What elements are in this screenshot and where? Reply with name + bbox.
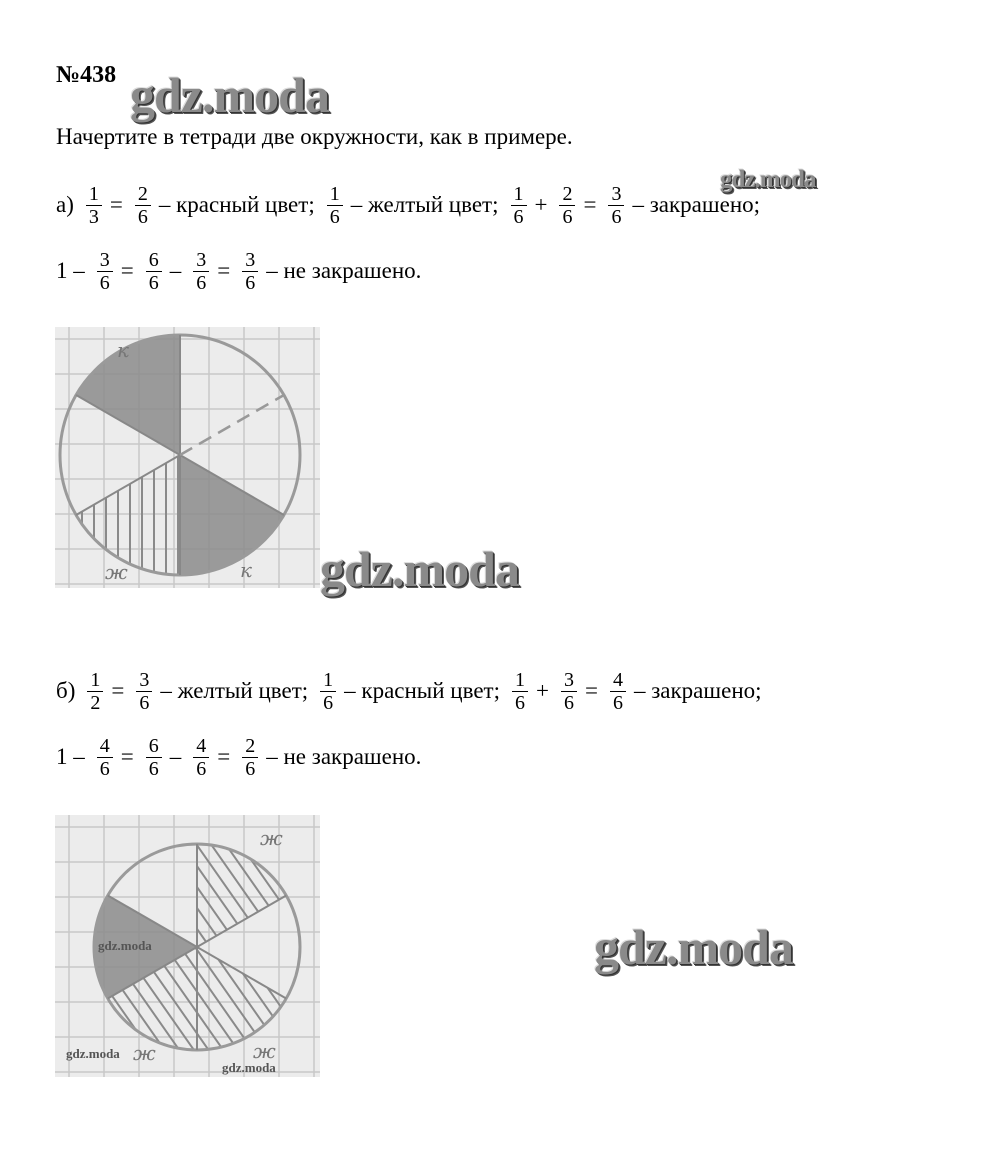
numerator: 4 xyxy=(610,669,626,692)
numerator: 3 xyxy=(136,669,152,692)
fraction xyxy=(146,735,162,780)
handwritten-label: к xyxy=(117,338,129,362)
equation-text: + xyxy=(536,678,549,703)
shaded-sector-red xyxy=(180,455,284,575)
numerator: 4 xyxy=(97,735,113,758)
fraction xyxy=(561,669,577,714)
equation-text: = xyxy=(217,258,231,283)
numerator: 2 xyxy=(559,183,575,206)
handwritten-label: ж xyxy=(260,826,283,850)
equation-text: + xyxy=(534,192,548,217)
denominator: 6 xyxy=(99,757,110,780)
denominator: 6 xyxy=(611,205,622,228)
fraction xyxy=(193,249,209,294)
equation-text: = xyxy=(111,678,125,703)
fraction xyxy=(242,735,258,780)
fraction xyxy=(193,735,209,780)
part-a-line-2 xyxy=(56,236,429,306)
numerator: 3 xyxy=(193,249,209,272)
equation-text: – красный цвет; xyxy=(344,678,500,703)
watermark: gdz.moda xyxy=(130,67,329,123)
equation-text: – желтый цвет; xyxy=(160,678,309,703)
hatched-sector-yellow xyxy=(197,947,286,1050)
part-b-line-1 xyxy=(56,656,770,726)
denominator: 6 xyxy=(563,691,574,714)
numerator: 2 xyxy=(242,735,258,758)
equation-text: – не закрашено. xyxy=(266,258,422,283)
equation-text: – красный цвет; xyxy=(158,192,315,217)
fraction xyxy=(146,249,162,294)
equation-text: = xyxy=(120,744,134,769)
denominator: 6 xyxy=(323,691,334,714)
fraction xyxy=(320,669,336,714)
watermark: gdz.moda xyxy=(320,541,519,597)
problem-number: №438 xyxy=(56,62,117,88)
numerator: 3 xyxy=(242,249,258,272)
equation-text: – xyxy=(169,744,182,769)
part-a-line-1 xyxy=(56,170,768,240)
handwritten-label: к xyxy=(240,558,252,582)
circle-drawing-a xyxy=(55,327,320,588)
watermark: gdz.moda xyxy=(222,1060,276,1075)
fraction xyxy=(97,735,113,780)
numerator: 1 xyxy=(320,669,336,692)
denominator: 2 xyxy=(90,691,101,714)
fraction xyxy=(87,669,103,714)
denominator: 6 xyxy=(612,691,623,714)
numerator: 4 xyxy=(193,735,209,758)
watermark: gdz.moda xyxy=(98,938,152,953)
denominator: 6 xyxy=(148,757,159,780)
numerator: 1 xyxy=(512,669,528,692)
equation-text: – желтый цвет; xyxy=(350,192,499,217)
denominator: 3 xyxy=(88,205,99,228)
fraction xyxy=(135,183,151,228)
fraction xyxy=(86,183,102,228)
handwritten-label: ж xyxy=(253,1039,276,1063)
equation-text: а) xyxy=(56,192,74,217)
fraction xyxy=(511,183,527,228)
handwritten-label: ж xyxy=(133,1041,156,1065)
task-text: Начертите в тетради две окружности, как в примере. xyxy=(56,124,573,149)
numerator: 3 xyxy=(97,249,113,272)
denominator: 6 xyxy=(245,271,256,294)
equation-text: 1 – xyxy=(56,258,85,283)
numerator: 1 xyxy=(86,183,102,206)
denominator: 6 xyxy=(139,691,150,714)
equation-text: = xyxy=(584,678,598,703)
fraction xyxy=(608,183,624,228)
hatched-sector-yellow xyxy=(76,455,180,575)
numerator: 6 xyxy=(146,735,162,758)
denominator: 6 xyxy=(196,271,207,294)
denominator: 6 xyxy=(513,205,524,228)
denominator: 6 xyxy=(245,757,256,780)
dashed-radius-line xyxy=(180,395,284,455)
equation-text: б) xyxy=(56,678,76,703)
equation-text: = xyxy=(217,744,231,769)
denominator: 6 xyxy=(196,757,207,780)
denominator: 6 xyxy=(99,271,110,294)
numerator: 6 xyxy=(146,249,162,272)
watermark: gdz.moda xyxy=(66,1046,120,1061)
numerator: 3 xyxy=(608,183,624,206)
numerator: 3 xyxy=(561,669,577,692)
equation-text: = xyxy=(583,192,597,217)
equation-text: 1 – xyxy=(56,744,85,769)
equation-text: – закрашено; xyxy=(633,678,762,703)
denominator: 6 xyxy=(329,205,340,228)
watermark: gdz.moda xyxy=(594,919,793,975)
circle-drawing-b xyxy=(55,815,320,1077)
numerator: 2 xyxy=(135,183,151,206)
denominator: 6 xyxy=(562,205,573,228)
denominator: 6 xyxy=(137,205,148,228)
fraction xyxy=(610,669,626,714)
fraction xyxy=(327,183,343,228)
equation-text: = xyxy=(109,192,123,217)
equation-text: – закрашено; xyxy=(632,192,761,217)
denominator: 6 xyxy=(515,691,525,714)
fraction xyxy=(559,183,575,228)
fraction xyxy=(242,249,258,294)
fraction xyxy=(97,249,113,294)
equation-text: – xyxy=(169,258,182,283)
numerator: 1 xyxy=(87,669,103,692)
numerator: 1 xyxy=(327,183,343,206)
handwritten-label: ж xyxy=(105,560,128,584)
equation-text: – не закрашено. xyxy=(266,744,422,769)
fraction xyxy=(512,669,528,714)
equation-text: = xyxy=(120,258,134,283)
numerator: 1 xyxy=(511,183,527,206)
watermark: gdz.moda xyxy=(720,166,816,193)
denominator: 6 xyxy=(148,271,159,294)
fraction xyxy=(136,669,152,714)
part-b-line-2 xyxy=(56,722,429,792)
